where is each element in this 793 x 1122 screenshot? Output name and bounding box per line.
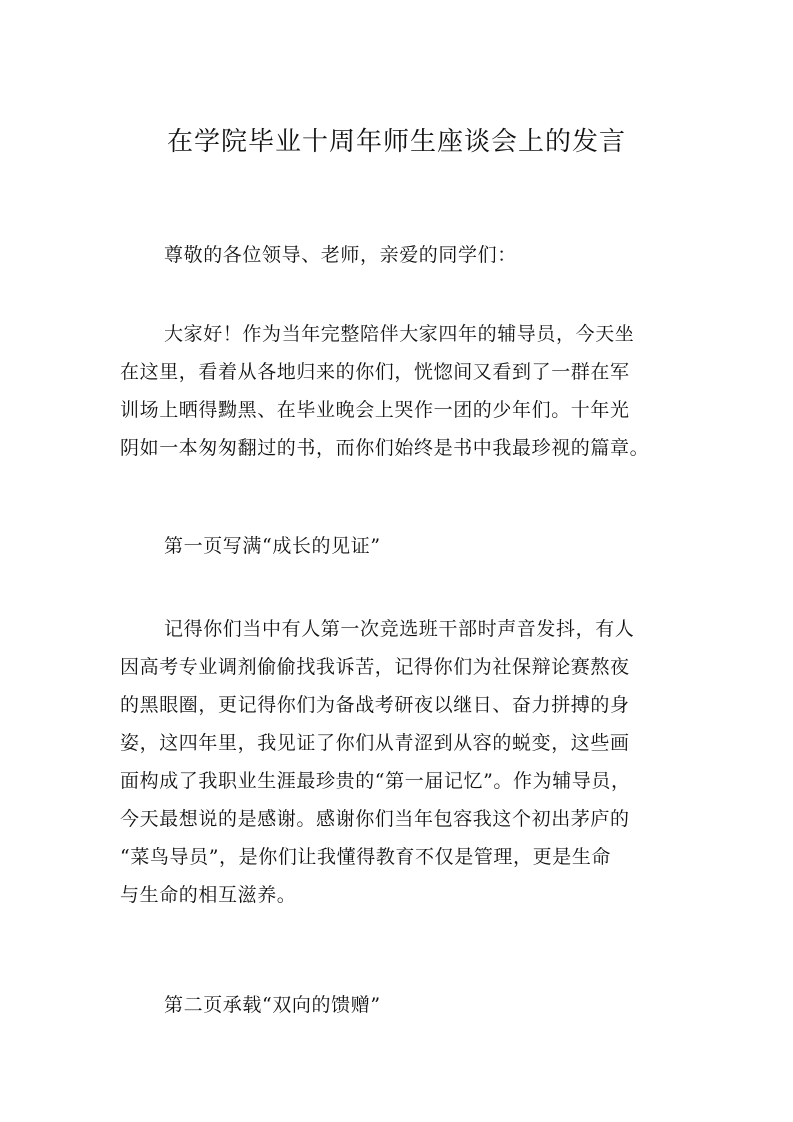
paragraph-line: 因高考专业调剂偷偷找我诉苦，记得你们为社保辩论赛熬夜 — [120, 656, 630, 678]
paragraph-line: 阴如一本匆匆翻过的书，而你们始终是书中我最珍视的篇章。 — [120, 437, 650, 459]
paragraph-line: “菜鸟导员”，是你们让我懂得教育不仅是管理，更是生命 — [120, 846, 612, 868]
section-heading-text: 第二页承载“双向的馈赠” — [164, 994, 381, 1016]
greeting-paragraph — [120, 236, 680, 274]
section-heading-2 — [120, 986, 680, 1024]
paragraph-line: 与生命的相互滋养。 — [120, 884, 297, 906]
paragraph-line: 大家好！作为当年完整陪伴大家四年的辅导员，今天坐 — [164, 323, 635, 345]
paragraph-line: 记得你们当中有人第一次竞选班干部时声音发抖，有人 — [164, 618, 635, 640]
section-heading-text: 第一页写满“成长的见证” — [164, 535, 381, 557]
paragraph-line: 今天最想说的是感谢。感谢你们当年包容我这个初出茅庐的 — [120, 808, 630, 830]
intro-paragraph — [120, 315, 680, 467]
section-heading-1 — [120, 527, 680, 565]
document-title: 在学院毕业十周年师生座谈会上的发言 — [166, 127, 626, 157]
paragraph-line: 面构成了我职业生涯最珍贵的“第一届记忆”。作为辅导员， — [120, 770, 631, 792]
paragraph-line: 训场上晒得黝黑、在毕业晚会上哭作一团的少年们。十年光 — [120, 399, 630, 421]
body-paragraph-2 — [120, 610, 680, 914]
paragraph-line: 的黑眼圈，更记得你们为备战考研夜以继日、奋力拼搏的身 — [120, 694, 630, 716]
greeting-line: 尊敬的各位领导、老师，亲爱的同学们： — [164, 244, 517, 266]
paragraph-line: 姿，这四年里，我见证了你们从青涩到从容的蜕变，这些画 — [120, 732, 630, 754]
paragraph-line: 在这里，看着从各地归来的你们，恍惚间又看到了一群在军 — [120, 361, 630, 383]
